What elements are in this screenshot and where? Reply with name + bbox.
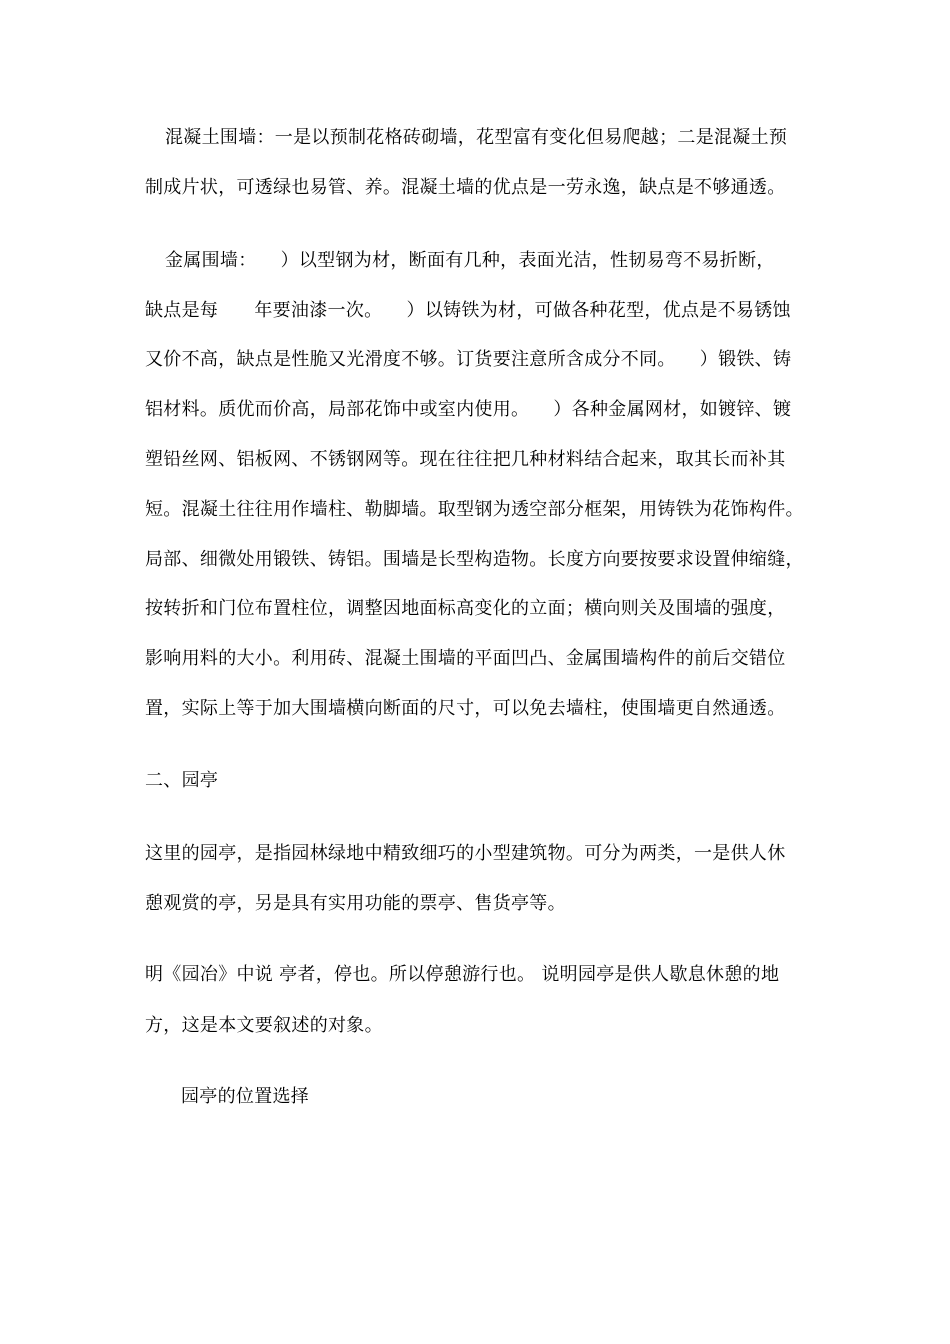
metal-wall-line-5: 塑铅丝网、铝板网、不锈钢网等。现在往往把几种材料结合起来，取其长而补其 — [145, 449, 786, 470]
concrete-wall-line-1: 混凝土围墙：一是以预制花格砖砌墙，花型富有变化但易爬越；二是混凝土预 — [165, 127, 788, 148]
garden-pavilion-line-2: 憩观赏的亭，另是具有实用功能的票亭、售货亭等。 — [145, 893, 566, 914]
yuanye-quote-line-2: 方，这是本文要叙述的对象。 — [145, 1015, 383, 1036]
metal-wall-line-8: 按转折和门位布置柱位，调整因地面标高变化的立面；横向则关及围墙的强度， — [145, 598, 786, 619]
metal-wall-line-2: 缺点是每 年要油漆一次。 ）以铸铁为材，可做各种花型，优点是不易锈蚀 — [145, 300, 791, 321]
metal-wall-line-3: 又价不高，缺点是性脆又光滑度不够。订货要注意所含成分不同。 ）锻铁、铸 — [145, 349, 792, 370]
garden-pavilion-line-1: 这里的园亭，是指园林绿地中精致细巧的小型建筑物。可分为两类，一是供人休 — [145, 843, 786, 864]
metal-wall-line-10: 置，实际上等于加大围墙横向断面的尺寸，可以免去墙柱，使围墙更自然通透。 — [145, 698, 786, 719]
metal-wall-line-9: 影响用料的大小。利用砖、混凝土围墙的平面凹凸、金属围墙构件的前后交错位 — [145, 648, 786, 669]
metal-wall-line-6: 短。混凝土往往用作墙柱、勒脚墙。取型钢为透空部分框架，用铸铁为花饰构件。 — [145, 499, 804, 520]
section-heading: 二、园亭 — [145, 770, 219, 791]
yuanye-quote-line-1: 明《园冶》中说 亭者，停也。所以停憩游行也。 说明园亭是供人歇息休憩的地 — [145, 964, 780, 985]
metal-wall-line-1: 金属围墙： ）以型钢为材，断面有几种，表面光洁，性韧易弯不易折断， — [165, 250, 775, 271]
metal-wall-line-7: 局部、细微处用锻铁、铸铝。围墙是长型构造物。长度方向要按要求设置伸缩缝， — [145, 549, 804, 570]
concrete-wall-line-2: 制成片状，可透绿也易管、养。混凝土墙的优点是一劳永逸，缺点是不够通透。 — [145, 177, 786, 198]
subheading: 园亭的位置选择 — [181, 1086, 310, 1107]
metal-wall-line-4: 铝材料。质优而价高，局部花饰中或室内使用。 ）各种金属网材，如镀锌、镀 — [145, 399, 792, 420]
